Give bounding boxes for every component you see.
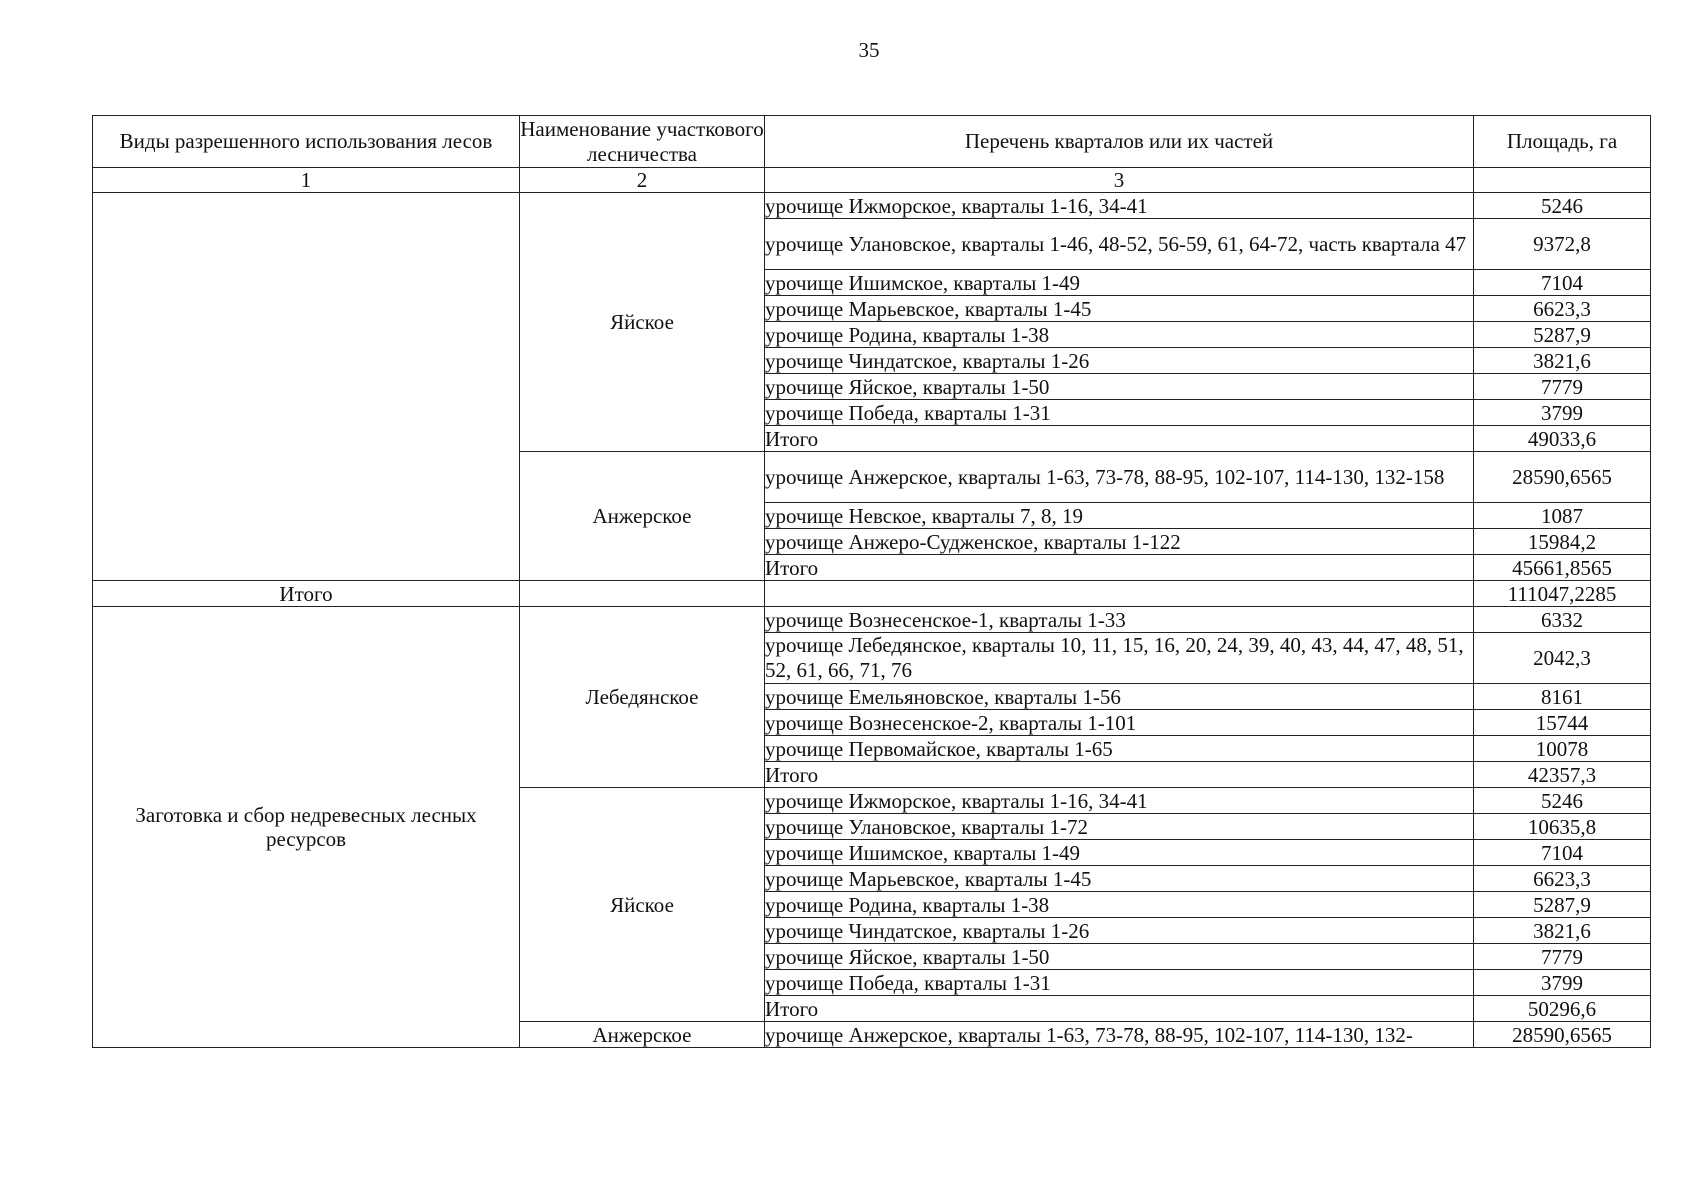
subtotal-area: 50296,6 [1474, 996, 1651, 1022]
subtotal-label: Итого [765, 762, 1474, 788]
header-quarters-list: Перечень кварталов или их частей [765, 116, 1474, 168]
area-cell: 5287,9 [1474, 892, 1651, 918]
area-cell: 3799 [1474, 400, 1651, 426]
total-empty-forestry [520, 581, 765, 607]
area-cell: 15984,2 [1474, 529, 1651, 555]
subtotal-label: Итого [765, 996, 1474, 1022]
quarters-cell: урочище Яйское, кварталы 1-50 [765, 374, 1474, 400]
quarters-cell: урочище Марьевское, кварталы 1-45 [765, 866, 1474, 892]
area-cell: 7779 [1474, 374, 1651, 400]
quarters-cell: урочище Невское, кварталы 7, 8, 19 [765, 503, 1474, 529]
area-cell: 6332 [1474, 607, 1651, 633]
quarters-cell: урочище Победа, кварталы 1-31 [765, 970, 1474, 996]
quarters-cell: урочище Ишимское, кварталы 1-49 [765, 270, 1474, 296]
area-cell: 7104 [1474, 270, 1651, 296]
quarters-cell: урочище Марьевское, кварталы 1-45 [765, 296, 1474, 322]
quarters-cell: урочище Победа, кварталы 1-31 [765, 400, 1474, 426]
total-row [93, 581, 1651, 607]
area-cell: 6623,3 [1474, 296, 1651, 322]
column-number-2: 2 [520, 168, 765, 193]
subtotal-area: 49033,6 [1474, 426, 1651, 452]
quarters-cell: урочище Родина, кварталы 1-38 [765, 322, 1474, 348]
quarters-cell: урочище Ижморское, кварталы 1-16, 34-41 [765, 193, 1474, 219]
area-cell: 9372,8 [1474, 219, 1651, 270]
area-cell: 3821,6 [1474, 918, 1651, 944]
header-forestry-name: Наименование участкового лесничества [520, 116, 764, 166]
area-cell: 1087 [1474, 503, 1651, 529]
area-cell: 5246 [1474, 193, 1651, 219]
header-use-type: Виды разрешенного использования лесов [93, 116, 520, 168]
table-header-row [93, 116, 1651, 168]
quarters-cell: урочище Ижморское, кварталы 1-16, 34-41 [765, 788, 1474, 814]
quarters-cell: урочище Чиндатское, кварталы 1-26 [765, 348, 1474, 374]
quarters-cell: урочище Первомайское, кварталы 1-65 [765, 736, 1474, 762]
column-number-row [93, 168, 1651, 193]
quarters-cell: урочище Анжерское, кварталы 1-63, 73-78, 88-95, 102-107, 114-130, 132-158 [765, 452, 1474, 503]
column-number-1: 1 [93, 168, 520, 193]
area-cell: 10635,8 [1474, 814, 1651, 840]
forestry-name-cell: Яйское [520, 193, 765, 452]
area-cell: 3799 [1474, 970, 1651, 996]
area-cell: 28590,6565 [1474, 1022, 1651, 1048]
quarters-cell: урочище Улановское, кварталы 1-72 [765, 814, 1474, 840]
forest-use-table [92, 115, 1651, 1048]
quarters-cell: урочище Лебедянское, кварталы 10, 11, 15, 16, 20, 24, 39, 40, 43, 44, 47, 48, 51, 52, 61, 66, 71, 76 [765, 633, 1474, 684]
area-cell: 2042,3 [1474, 633, 1651, 684]
area-cell: 6623,3 [1474, 866, 1651, 892]
page-number: 35 [858, 38, 880, 62]
subtotal-label: Итого [765, 555, 1474, 581]
area-cell: 7104 [1474, 840, 1651, 866]
forestry-name-cell: Анжерское [520, 1022, 765, 1048]
quarters-cell: урочище Вознесенское-2, кварталы 1-101 [765, 710, 1474, 736]
area-cell: 10078 [1474, 736, 1651, 762]
area-cell: 5246 [1474, 788, 1651, 814]
subtotal-area: 42357,3 [1474, 762, 1651, 788]
forestry-name-cell: Яйское [520, 788, 765, 1022]
area-cell: 7779 [1474, 944, 1651, 970]
quarters-cell: урочище Ишимское, кварталы 1-49 [765, 840, 1474, 866]
forestry-name-cell: Анжерское [520, 452, 765, 581]
area-cell: 5287,9 [1474, 322, 1651, 348]
area-cell: 8161 [1474, 684, 1651, 710]
use-type-cell: Заготовка и сбор недревесных лесных ресурсов [93, 607, 520, 1048]
column-number-4 [1474, 168, 1651, 193]
total-empty-quarters [765, 581, 1474, 607]
total-area: 111047,2285 [1474, 581, 1651, 607]
subtotal-area: 45661,8565 [1474, 555, 1651, 581]
quarters-cell: урочище Яйское, кварталы 1-50 [765, 944, 1474, 970]
quarters-cell: урочище Анжеро-Судженское, кварталы 1-122 [765, 529, 1474, 555]
total-label: Итого [93, 581, 520, 607]
header-area: Площадь, га [1474, 116, 1651, 168]
column-number-3: 3 [765, 168, 1474, 193]
table-row [93, 607, 1651, 633]
quarters-cell: урочище Родина, кварталы 1-38 [765, 892, 1474, 918]
area-cell: 3821,6 [1474, 348, 1651, 374]
quarters-cell: урочище Анжерское, кварталы 1-63, 73-78, 88-95, 102-107, 114-130, 132- [765, 1022, 1474, 1048]
quarters-cell: урочище Улановское, кварталы 1-46, 48-52, 56-59, 61, 64-72, часть квартала 47 [765, 219, 1474, 270]
quarters-cell: урочище Чиндатское, кварталы 1-26 [765, 918, 1474, 944]
forestry-name-cell: Лебедянское [520, 607, 765, 788]
area-cell: 28590,6565 [1474, 452, 1651, 503]
subtotal-label: Итого [765, 426, 1474, 452]
use-type-cell [93, 193, 520, 581]
quarters-cell: урочище Емельяновское, кварталы 1-56 [765, 684, 1474, 710]
quarters-cell: урочище Вознесенское-1, кварталы 1-33 [765, 607, 1474, 633]
table-row [93, 193, 1651, 219]
area-cell: 15744 [1474, 710, 1651, 736]
